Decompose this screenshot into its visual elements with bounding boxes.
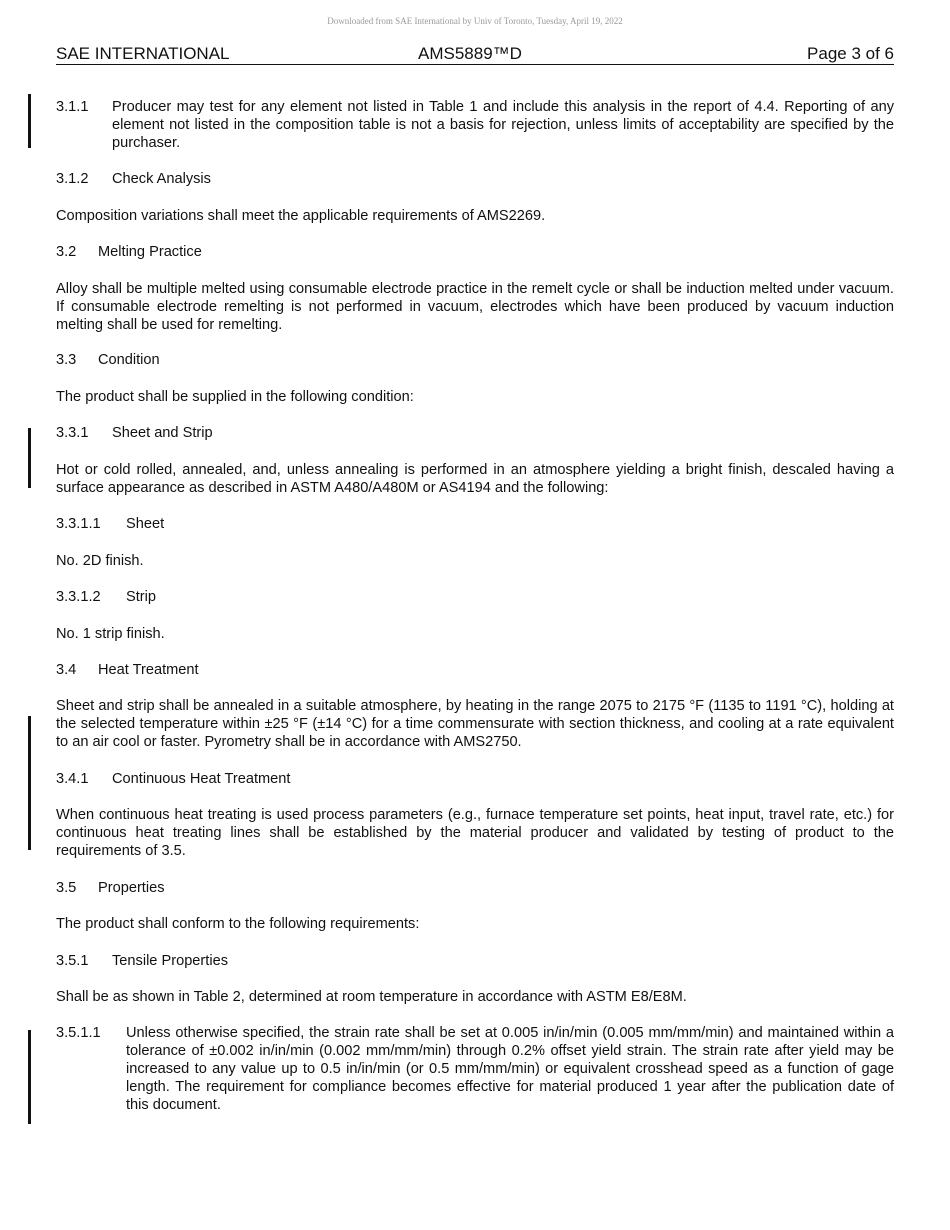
heading-3-3-1-2 — [56, 588, 894, 606]
heading-3-4 — [56, 661, 894, 679]
paragraph-sheet: No. 2D finish. — [56, 553, 144, 569]
paragraph-heat-treatment: Sheet and strip shall be annealed in a suitable atmosphere, by heating in the range 2075 to 2175 °F (1135 to 1191 °C), holding at the selected temperature within ±25 °F (±14 °C) for a time commensurate with section thickness, and cooling at a rate equivalent to an air cool or faster. Pyrometry shall be in accordance with AMS2750. — [56, 698, 894, 750]
header-document-number: AMS5889™D — [418, 44, 522, 63]
change-bar — [28, 94, 31, 148]
section-3-1-1 — [56, 98, 894, 152]
paragraph-properties: The product shall conform to the following requirements: — [56, 916, 420, 932]
heading-3-3 — [56, 351, 894, 369]
section-title: Properties — [98, 880, 165, 896]
heading-3-3-1-1 — [56, 515, 894, 533]
section-title: Strip — [126, 589, 157, 605]
section-number: 3.5.1.1 — [56, 1025, 101, 1041]
paragraph-sheet-and-strip: Hot or cold rolled, annealed, and, unless annealing is performed in an atmosphere yielding a bright finish, descaled having a surface appearance as described in ASTM A480/A480M or AS4194 and the following: — [56, 462, 894, 496]
change-bar — [28, 716, 31, 850]
section-text: Unless otherwise specified, the strain rate shall be set at 0.005 in/in/min (0.005 mm/mm/min) and maintained within a tolerance of ±0.002 in/in/min (0.002 mm/mm/min) through 0.2% offset yield strain. The strain rate after yield may be increased to any value up to 0.5 in/in/min (or 0.5 mm/mm/min) or equivalent crosshead speed as a function of gage length. The requirement for compliance becomes effective for material produced 1 year after the publication date of this document. — [126, 1025, 894, 1113]
paragraph-condition: The product shall be supplied in the following condition: — [56, 389, 414, 405]
section-title: Heat Treatment — [98, 662, 199, 678]
heading-3-4-1 — [56, 770, 894, 788]
heading-3-3-1 — [56, 424, 894, 442]
change-bar — [28, 428, 31, 488]
section-title: Check Analysis — [112, 171, 211, 187]
header-page-number: Page 3 of 6 — [807, 44, 894, 63]
section-number: 3.3.1.2 — [56, 589, 101, 605]
section-number: 3.2 — [56, 244, 77, 260]
section-title: Melting Practice — [98, 244, 202, 260]
section-number: 3.5 — [56, 880, 77, 896]
section-number: 3.3.1.1 — [56, 516, 101, 532]
section-number: 3.4 — [56, 662, 77, 678]
heading-3-5 — [56, 879, 894, 897]
section-number: 3.3 — [56, 352, 77, 368]
heading-3-5-1 — [56, 952, 894, 970]
section-number: 3.1.2 — [56, 171, 89, 187]
section-number: 3.3.1 — [56, 425, 89, 441]
paragraph-strip: No. 1 strip finish. — [56, 626, 165, 642]
paragraph-check-analysis: Composition variations shall meet the applicable requirements of AMS2269. — [56, 208, 546, 224]
section-number: 3.4.1 — [56, 771, 89, 787]
section-title: Sheet and Strip — [112, 425, 213, 441]
section-number: 3.5.1 — [56, 953, 89, 969]
section-number: 3.1.1 — [56, 99, 89, 115]
header-organization: SAE INTERNATIONAL — [56, 44, 230, 63]
paragraph-continuous-heat-treatment: When continuous heat treating is used process parameters (e.g., furnace temperature set points, heat input, travel rate, etc.) for continuous heat treating lines shall be established by the material producer and validated by testing of product to the requirements of 3.5. — [56, 807, 894, 859]
page-header — [56, 44, 894, 65]
section-text: Producer may test for any element not listed in Table 1 and include this analysis in the report of 4.4. Reporting of any element not listed in the composition table is not a basis for rejection, unless limits of acceptability are specified by the purchaser. — [112, 99, 894, 151]
section-title: Continuous Heat Treatment — [112, 771, 291, 787]
download-watermark: Downloaded from SAE International by Univ of Toronto, Tuesday, April 19, 2022 — [327, 16, 623, 26]
section-title: Condition — [98, 352, 160, 368]
paragraph-melting-practice: Alloy shall be multiple melted using consumable electrode practice in the remelt cycle or shall be induction melted under vacuum. If consumable electrode remelting is not performed in vacuum, electrodes which have been produced by vacuum induction melting shall be used for remelting. — [56, 281, 894, 333]
section-title: Tensile Properties — [112, 953, 228, 969]
heading-3-2 — [56, 243, 894, 261]
section-title: Sheet — [126, 516, 165, 532]
section-3-5-1-1 — [56, 1024, 894, 1114]
change-bar — [28, 1030, 31, 1124]
heading-3-1-2 — [56, 170, 894, 188]
paragraph-tensile-properties: Shall be as shown in Table 2, determined at room temperature in accordance with ASTM E8/E8M. — [56, 989, 687, 1005]
